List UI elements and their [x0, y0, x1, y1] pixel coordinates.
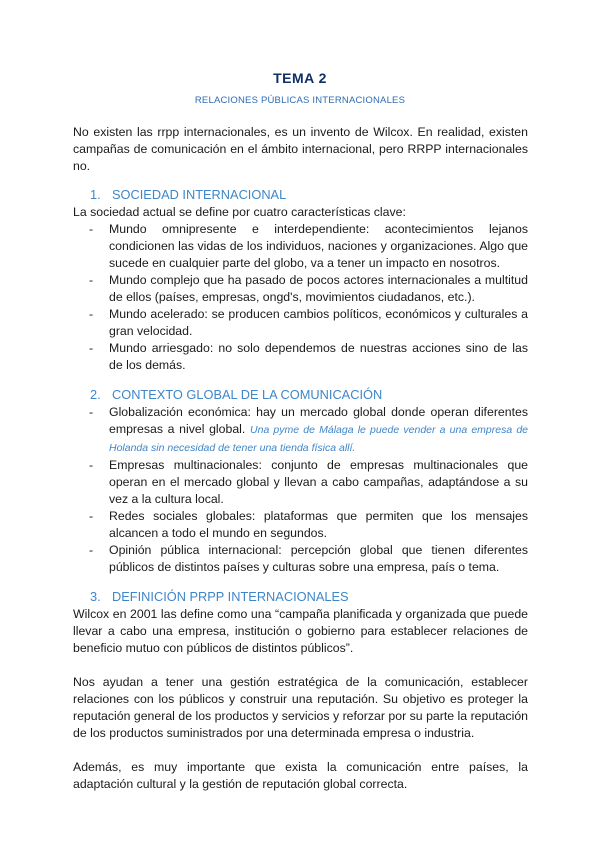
list-item: [73, 404, 528, 457]
list-item: [73, 457, 528, 508]
list-item-text: Mundo arriesgado: no solo dependemos de nuestras acciones sino de las de los demás.: [109, 341, 528, 372]
list-item-text: Mundo omnipresente e interdependiente: acontecimientos lejanos condicionen las vidas de los individuos, naciones y organizaciones. Algo que sucede en cualquier parte del globo, va a tener un impacto en nosotros.: [109, 222, 528, 270]
list-item-text: Globalización económica: hay un mercado global donde operan diferentes empresas a nivel global.: [109, 405, 528, 436]
section-contexto-global: [73, 386, 528, 576]
bullet-list: [73, 221, 528, 374]
dash-bullet: -: [89, 273, 94, 287]
section-sociedad-internacional: [73, 186, 528, 374]
intro-paragraph: No existen las rrpp internacionales, es un invento de Wilcox. En realidad, existen campañas de comunicación en el ámbito internacional, pero RRPP internacionales no.: [73, 125, 528, 173]
document-body: [73, 124, 528, 793]
dash-bullet: -: [89, 543, 94, 557]
list-item-text: Empresas multinacionales: conjunto de empresas multinacionales que operan en el mercado global y llevan a cabo campañas, adaptándose a su vez a la cultura local.: [109, 458, 528, 506]
dash-bullet: -: [89, 405, 94, 419]
page-subtitle: RELACIONES PÚBLICAS INTERNACIONALES: [194, 95, 406, 106]
dash-bullet: -: [89, 341, 94, 355]
dash-bullet: -: [89, 509, 94, 523]
section-title: SOCIEDAD INTERNACIONAL: [112, 187, 287, 202]
section-number: 3.: [90, 589, 101, 604]
list-item-text: Mundo acelerado: se producen cambios políticos, económicos y culturales a gran velocidad.: [109, 307, 528, 338]
section-title: CONTEXTO GLOBAL DE LA COMUNICACIÓN: [112, 387, 383, 402]
definition-paragraph: Wilcox en 2001 las define como una “campaña planificada y organizada que puede llevar a cabo una empresa, institución o gobierno para establecer relaciones de beneficio mutuo con públicos de distintos públicos”.: [73, 607, 528, 655]
list-item: [73, 542, 528, 576]
section-heading: [73, 386, 528, 404]
dash-bullet: -: [89, 222, 94, 236]
section-definicion-prpp: [73, 588, 528, 793]
page-title: TEMA 2: [273, 70, 327, 86]
section-lead: La sociedad actual se define por cuatro características clave:: [73, 205, 406, 219]
body-paragraph: Nos ayudan a tener una gestión estratégica de la comunicación, establecer relaciones con los públicos y construir una reputación. Su objetivo es proteger la reputación general de los productos y servicios y reforzar por su parte la reputación de los productos suministrados por una determinada empresa o industria.: [73, 675, 528, 740]
list-item: [73, 508, 528, 542]
list-item: [73, 306, 528, 340]
list-item: [73, 272, 528, 306]
section-number: 1.: [90, 187, 101, 202]
section-heading: [73, 186, 528, 204]
list-item-text: Redes sociales globales: plataformas que permiten que los mensajes alcancen a todo el mundo en segundos.: [109, 509, 528, 540]
example-note: Una pyme de Málaga le puede vender a una empresa de Holanda sin necesidad de tener una tienda física allí.: [109, 424, 529, 454]
section-number: 2.: [90, 387, 101, 402]
list-item: [73, 340, 528, 374]
section-title: DEFINICIÓN PRPP INTERNACIONALES: [112, 589, 349, 604]
bullet-list: [73, 404, 528, 576]
body-paragraph: Además, es muy importante que exista la comunicación entre países, la adaptación cultural y la gestión de reputación global correcta.: [73, 760, 528, 791]
list-item: [73, 221, 528, 272]
dash-bullet: -: [89, 458, 94, 472]
section-heading: [73, 588, 528, 606]
dash-bullet: -: [89, 307, 94, 321]
list-item-text: Opinión pública internacional: percepción global que tienen diferentes públicos de distintos países y culturas sobre una empresa, país o tema.: [109, 543, 528, 574]
list-item-text: Mundo complejo que ha pasado de pocos actores internacionales a multitud de ellos (países, empresas, ongd's, movimientos ciudadanos, etc.).: [109, 273, 528, 304]
